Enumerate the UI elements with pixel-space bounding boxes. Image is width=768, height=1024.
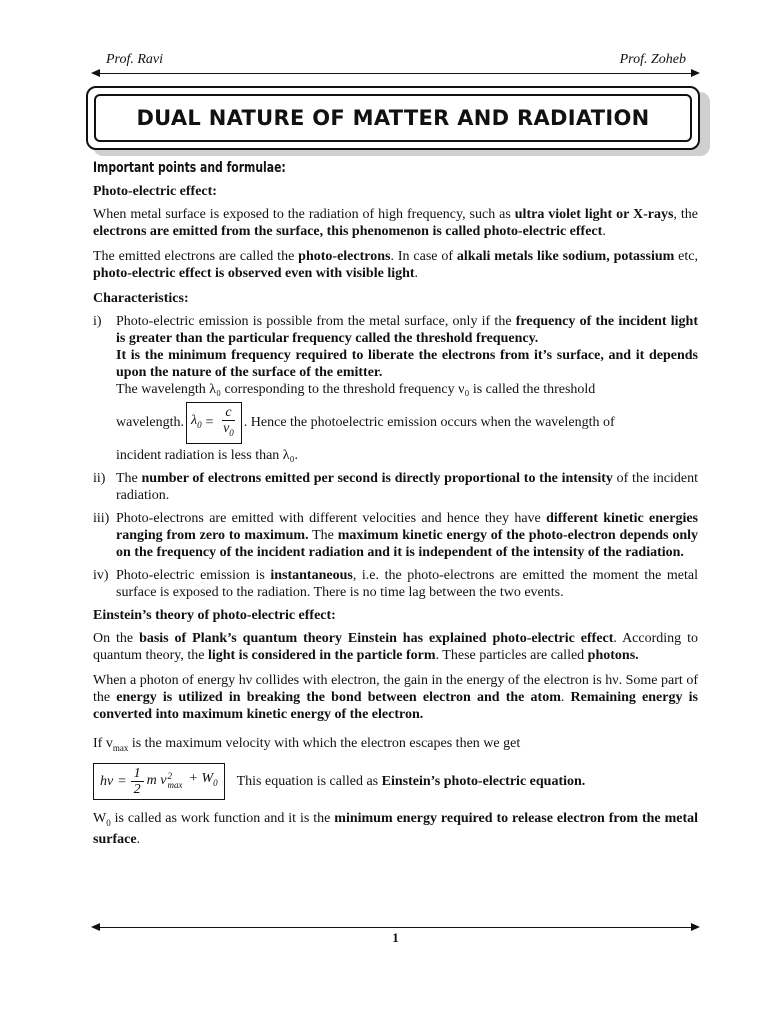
equation-kinetic-term: m v 2 max xyxy=(146,771,183,791)
page-title: DUAL NATURE OF MATTER AND RADIATION xyxy=(136,106,650,130)
text-run: . In case of xyxy=(390,249,457,264)
paragraph-photoelectrons xyxy=(93,248,698,282)
page-number: 1 xyxy=(392,930,399,945)
list-item xyxy=(93,510,698,561)
header-arrow-rule xyxy=(93,73,698,74)
einstein-heading: Einstein’s theory of photo-electric effect: xyxy=(93,607,336,623)
list-item-body xyxy=(116,470,698,504)
list-item-body xyxy=(116,510,698,561)
page-footer xyxy=(93,920,698,950)
equation-equals: = xyxy=(117,773,127,789)
equation-half-numerator: 1 xyxy=(131,766,144,782)
paragraph-vmax: If $v_{max}$ is the maximum velocity with which the electron escapes then we get xyxy=(93,735,521,753)
bold-text-run: alkali metals like sodium, potassium xyxy=(456,249,675,264)
einstein-equation xyxy=(93,763,225,800)
einstein-equation-line xyxy=(93,763,698,800)
text-run: The emitted electrons are called the xyxy=(93,249,299,264)
bold-text-run: basis of Plank’s quantum theory Einstein has explained photo-electric effect xyxy=(139,630,614,646)
bold-text-run: Einstein’s photo-electric equation. xyxy=(381,773,586,789)
title-inner-border xyxy=(94,94,692,142)
item-i-formula-line xyxy=(116,402,698,444)
text-run: , i.e. the photo-electrons are emitted the moment the metal surface is exposed to the radiation. There is no time lag between the two events. xyxy=(116,567,698,600)
list-item xyxy=(93,567,698,601)
page-header xyxy=(93,52,698,76)
text-run: . xyxy=(414,266,419,281)
bold-text-run: photo-electric effect is observed even with visible light xyxy=(93,266,415,281)
paragraph-work-function xyxy=(93,810,698,849)
bold-text-run: light is considered in the particle form xyxy=(207,647,436,663)
list-item-number: i) xyxy=(93,314,102,329)
bold-text-run: number of electrons emitted per second is directly proportional to the intensity xyxy=(141,470,613,486)
page-content xyxy=(93,160,698,856)
text-run: , the xyxy=(673,207,698,222)
bold-text-run: energy is utilized in breaking the bond between electron and the atom xyxy=(116,689,561,705)
formula-denominator: $\nu_0$ xyxy=(223,421,234,438)
item-i-wavelength-text: The wavelength λ₀ corresponding to the threshold frequency ν₀ is called the threshold xyxy=(116,382,596,397)
footer-arrow-rule xyxy=(93,927,698,928)
bold-text-run: instantaneous xyxy=(270,567,353,583)
bold-text-run: minimum energy required to release electron from the metal surface xyxy=(93,810,699,848)
bold-text-run: It is the minimum frequency required to liberate the electrons from it’s surface, and it depends upon the nature of the surface of the emitter. xyxy=(116,348,698,380)
equation-half-denominator: 2 xyxy=(133,781,141,797)
paragraph-definition xyxy=(93,206,698,240)
text-run: The xyxy=(308,527,338,543)
formula-fraction xyxy=(220,405,237,441)
list-item-number: iii) xyxy=(93,510,110,526)
paragraph-photon-energy xyxy=(93,672,698,723)
formula-equals: = xyxy=(204,415,215,431)
formula-numerator: c xyxy=(222,405,234,421)
section-heading: Important points and formulae: xyxy=(93,160,286,176)
item-i-threshold-text xyxy=(116,313,698,347)
text-run: W xyxy=(93,810,107,826)
equation-lhs: hν xyxy=(100,773,114,789)
text-run: When a photon of energy hν collides with electron, the gain in the energy of the electron is hν. Some part of the xyxy=(93,672,698,705)
text-run: of the incident radiation. xyxy=(116,470,698,503)
bold-text-run: Remaining energy is converted into maximum kinetic energy of the electron. xyxy=(93,689,698,722)
text-run: 0 xyxy=(106,817,111,828)
item-i-emission-text: . Hence the photoelectric emission occurs when the wavelength of xyxy=(243,415,615,431)
text-run: Photo-electric emission is possible from the metal surface, only if the xyxy=(116,314,516,329)
text-run: is called as work function and it is the xyxy=(110,810,335,826)
text-run: Photo-electrons are emitted with different velocities and hence they have xyxy=(116,510,547,526)
formula-lambda-symbol: $\lambda_0$ xyxy=(191,413,202,430)
list-item xyxy=(93,470,698,504)
header-author-right: Prof. Zoheb xyxy=(619,52,686,67)
bold-text-run: photons. xyxy=(587,647,639,663)
header-author-left: Prof. Ravi xyxy=(106,52,164,67)
item-i-condition-text: incident radiation is less than λ₀. xyxy=(116,447,298,463)
list-item-number: iv) xyxy=(93,567,109,583)
photoelectric-heading: Photo-electric effect: xyxy=(93,184,217,199)
threshold-wavelength-formula xyxy=(186,402,242,444)
text-run: Photo-electric emission is xyxy=(116,567,271,583)
characteristics-heading: Characteristics: xyxy=(93,291,189,306)
list-item-number: ii) xyxy=(93,470,106,486)
list-item-body xyxy=(116,567,698,601)
bold-text-run: photo-electrons xyxy=(298,249,391,264)
equation-half-fraction xyxy=(131,766,144,797)
bold-text-run: electrons are emitted from the surface, this phenomenon is called photo-electric effect xyxy=(93,224,603,239)
text-run: . According to quantum theory, the xyxy=(93,630,698,663)
bold-text-run: frequency of the incident light is greater than the particular frequency called the threshold frequency. xyxy=(116,314,699,346)
text-run: . xyxy=(136,832,141,848)
item-i-wavelength-label: wavelength. xyxy=(116,415,185,431)
bold-text-run: different kinetic energies ranging from zero to maximum. xyxy=(116,510,699,543)
title-frame xyxy=(86,86,712,158)
text-run: This equation is called as xyxy=(236,773,382,789)
list-item xyxy=(93,313,698,464)
text-run: . xyxy=(602,224,606,239)
list-item-body xyxy=(116,313,698,464)
bold-text-run: maximum kinetic energy of the photo-electron depends only on the frequency of the incident radiation and it is independent of the intensity of the radiation. xyxy=(116,527,698,560)
text-run: On the xyxy=(93,630,140,646)
paragraph-plank-theory xyxy=(93,630,698,664)
text-run: . xyxy=(560,689,571,705)
text-run: The xyxy=(116,470,142,486)
text-run: etc, xyxy=(674,249,698,264)
equation-work-function: + $W_0$ xyxy=(188,771,218,788)
text-run: When metal surface is exposed to the radiation of high frequency, such as xyxy=(93,207,515,222)
equation-caption xyxy=(237,773,586,790)
text-run: . These particles are called xyxy=(435,647,588,663)
title-outer-border xyxy=(86,86,700,150)
item-i-definition-text xyxy=(116,347,698,381)
bold-text-run: ultra violet light or X-rays xyxy=(514,207,674,222)
